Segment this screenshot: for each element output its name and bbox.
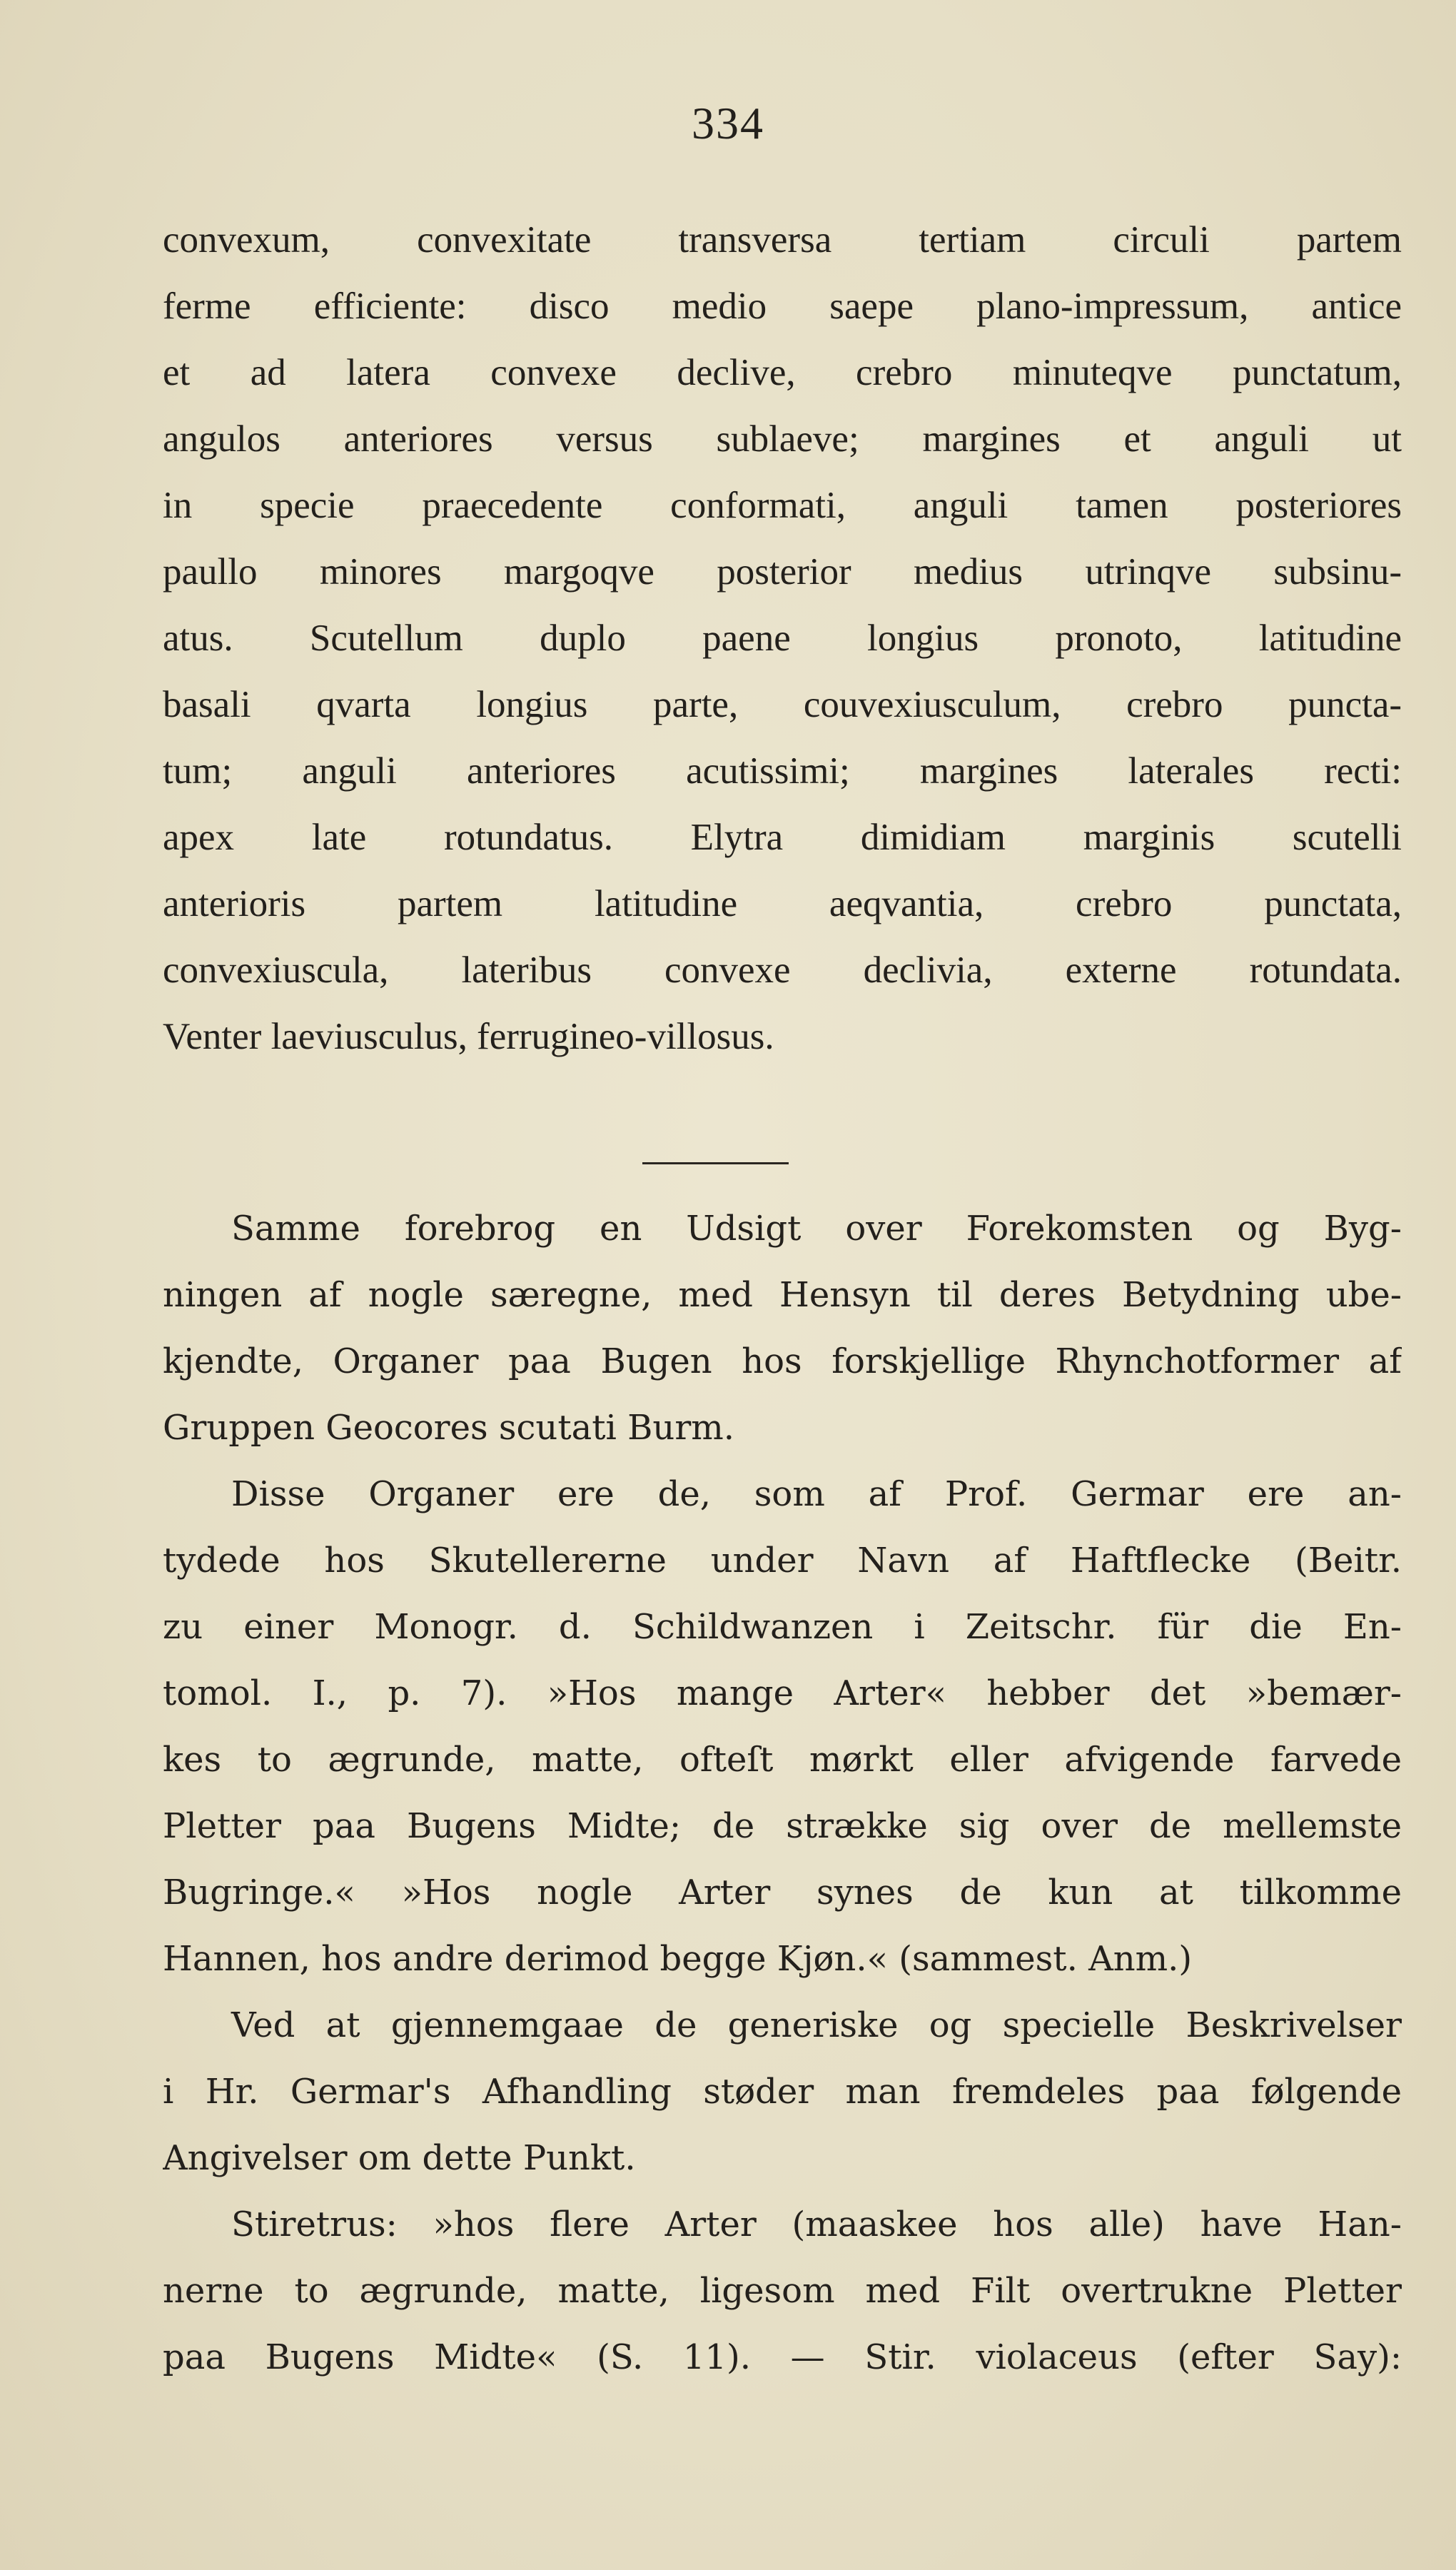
danish-paragraph-1 <box>163 1196 1402 1461</box>
danish-paragraph-3 <box>163 1992 1402 2192</box>
text-line: paullo minores margoqve posterior medius utrinqve subsinu- <box>163 551 1402 593</box>
text-line: in specie praecedente conformati, anguli tamen posteriores <box>163 485 1402 526</box>
text-line: Disse Organer ere de, som af Prof. Germar ere an- <box>231 1474 1402 1514</box>
text-line: tydede hos Skutellererne under Navn af Haftflecke (Beitr. <box>163 1541 1402 1581</box>
text-line: et ad latera convexe declive, crebro minuteqve punctatum, <box>163 352 1402 393</box>
text-line: Gruppen Geocores scutati Burm. <box>163 1408 735 1448</box>
text-line: Venter laeviusculus, ferrugineo-villosus. <box>163 1016 774 1057</box>
text-line: anterioris partem latitudine aeqvantia, crebro punctata, <box>163 883 1402 924</box>
text-line: angulos anteriores versus sublaeve; margines et anguli ut <box>163 418 1402 460</box>
text-line: Angivelser om dette Punkt. <box>163 2138 636 2178</box>
text-line: convexum, convexitate transversa tertiam circuli partem <box>163 219 1402 261</box>
text-line: tomol. I., p. 7). »Hos mange Arter« hebber det »bemær- <box>163 1673 1402 1713</box>
text-line: nerne to ægrunde, matte, ligesom med Filt overtrukne Pletter <box>163 2271 1402 2311</box>
danish-paragraph-2 <box>163 1461 1402 1992</box>
text-line: apex late rotundatus. Elytra dimidiam marginis scutelli <box>163 817 1402 858</box>
text-line: kes to ægrunde, matte, ofteſt mørkt eller afvigende farvede <box>163 1740 1402 1780</box>
latin-description-paragraph <box>163 207 1402 1070</box>
text-line: ningen af nogle særegne, med Hensyn til deres Betydning ube- <box>163 1275 1402 1315</box>
text-line: convexiuscula, lateribus convexe declivia, externe rotundata. <box>163 949 1402 991</box>
danish-paragraph-4 <box>163 2192 1402 2391</box>
text-line: paa Bugens Midte« (S. 11). — Stir. violaceus (efter Say): <box>163 2337 1402 2377</box>
text-line: Ved at gjennemgaae de generiske og specielle Beskrivelser <box>231 2005 1402 2045</box>
text-line: Stiretrus: »hos flere Arter (maaskee hos alle) have Han- <box>231 2204 1402 2244</box>
text-line: basali qvarta longius parte, couvexiusculum, crebro puncta- <box>163 684 1402 725</box>
text-line: Bugringe.« »Hos nogle Arter synes de kun at tilkomme <box>163 1873 1402 1913</box>
text-line: atus. Scutellum duplo paene longius pronoto, latitudine <box>163 618 1402 659</box>
text-line: Pletter paa Bugens Midte; de strække sig over de mellemste <box>163 1806 1402 1846</box>
page-number: 334 <box>692 98 764 148</box>
text-line: kjendte, Organer paa Bugen hos forskjellige Rhynchotformer af <box>163 1341 1402 1381</box>
text-line: Samme forebrog en Udsigt over Forekomsten og Byg- <box>231 1209 1402 1249</box>
text-line: zu einer Monogr. d. Schildwanzen i Zeitschr. für die En- <box>163 1607 1402 1647</box>
section-divider <box>642 1162 789 1164</box>
text-line: Hannen, hos andre derimod begge Kjøn.« (sammest. Anm.) <box>163 1939 1193 1979</box>
text-line: i Hr. Germar's Afhandling støder man fremdeles paa følgende <box>163 2072 1402 2112</box>
text-line: tum; anguli anteriores acutissimi; margines laterales recti: <box>163 750 1402 792</box>
text-line: ferme efficiente: disco medio saepe plano-impressum, antice <box>163 286 1402 327</box>
